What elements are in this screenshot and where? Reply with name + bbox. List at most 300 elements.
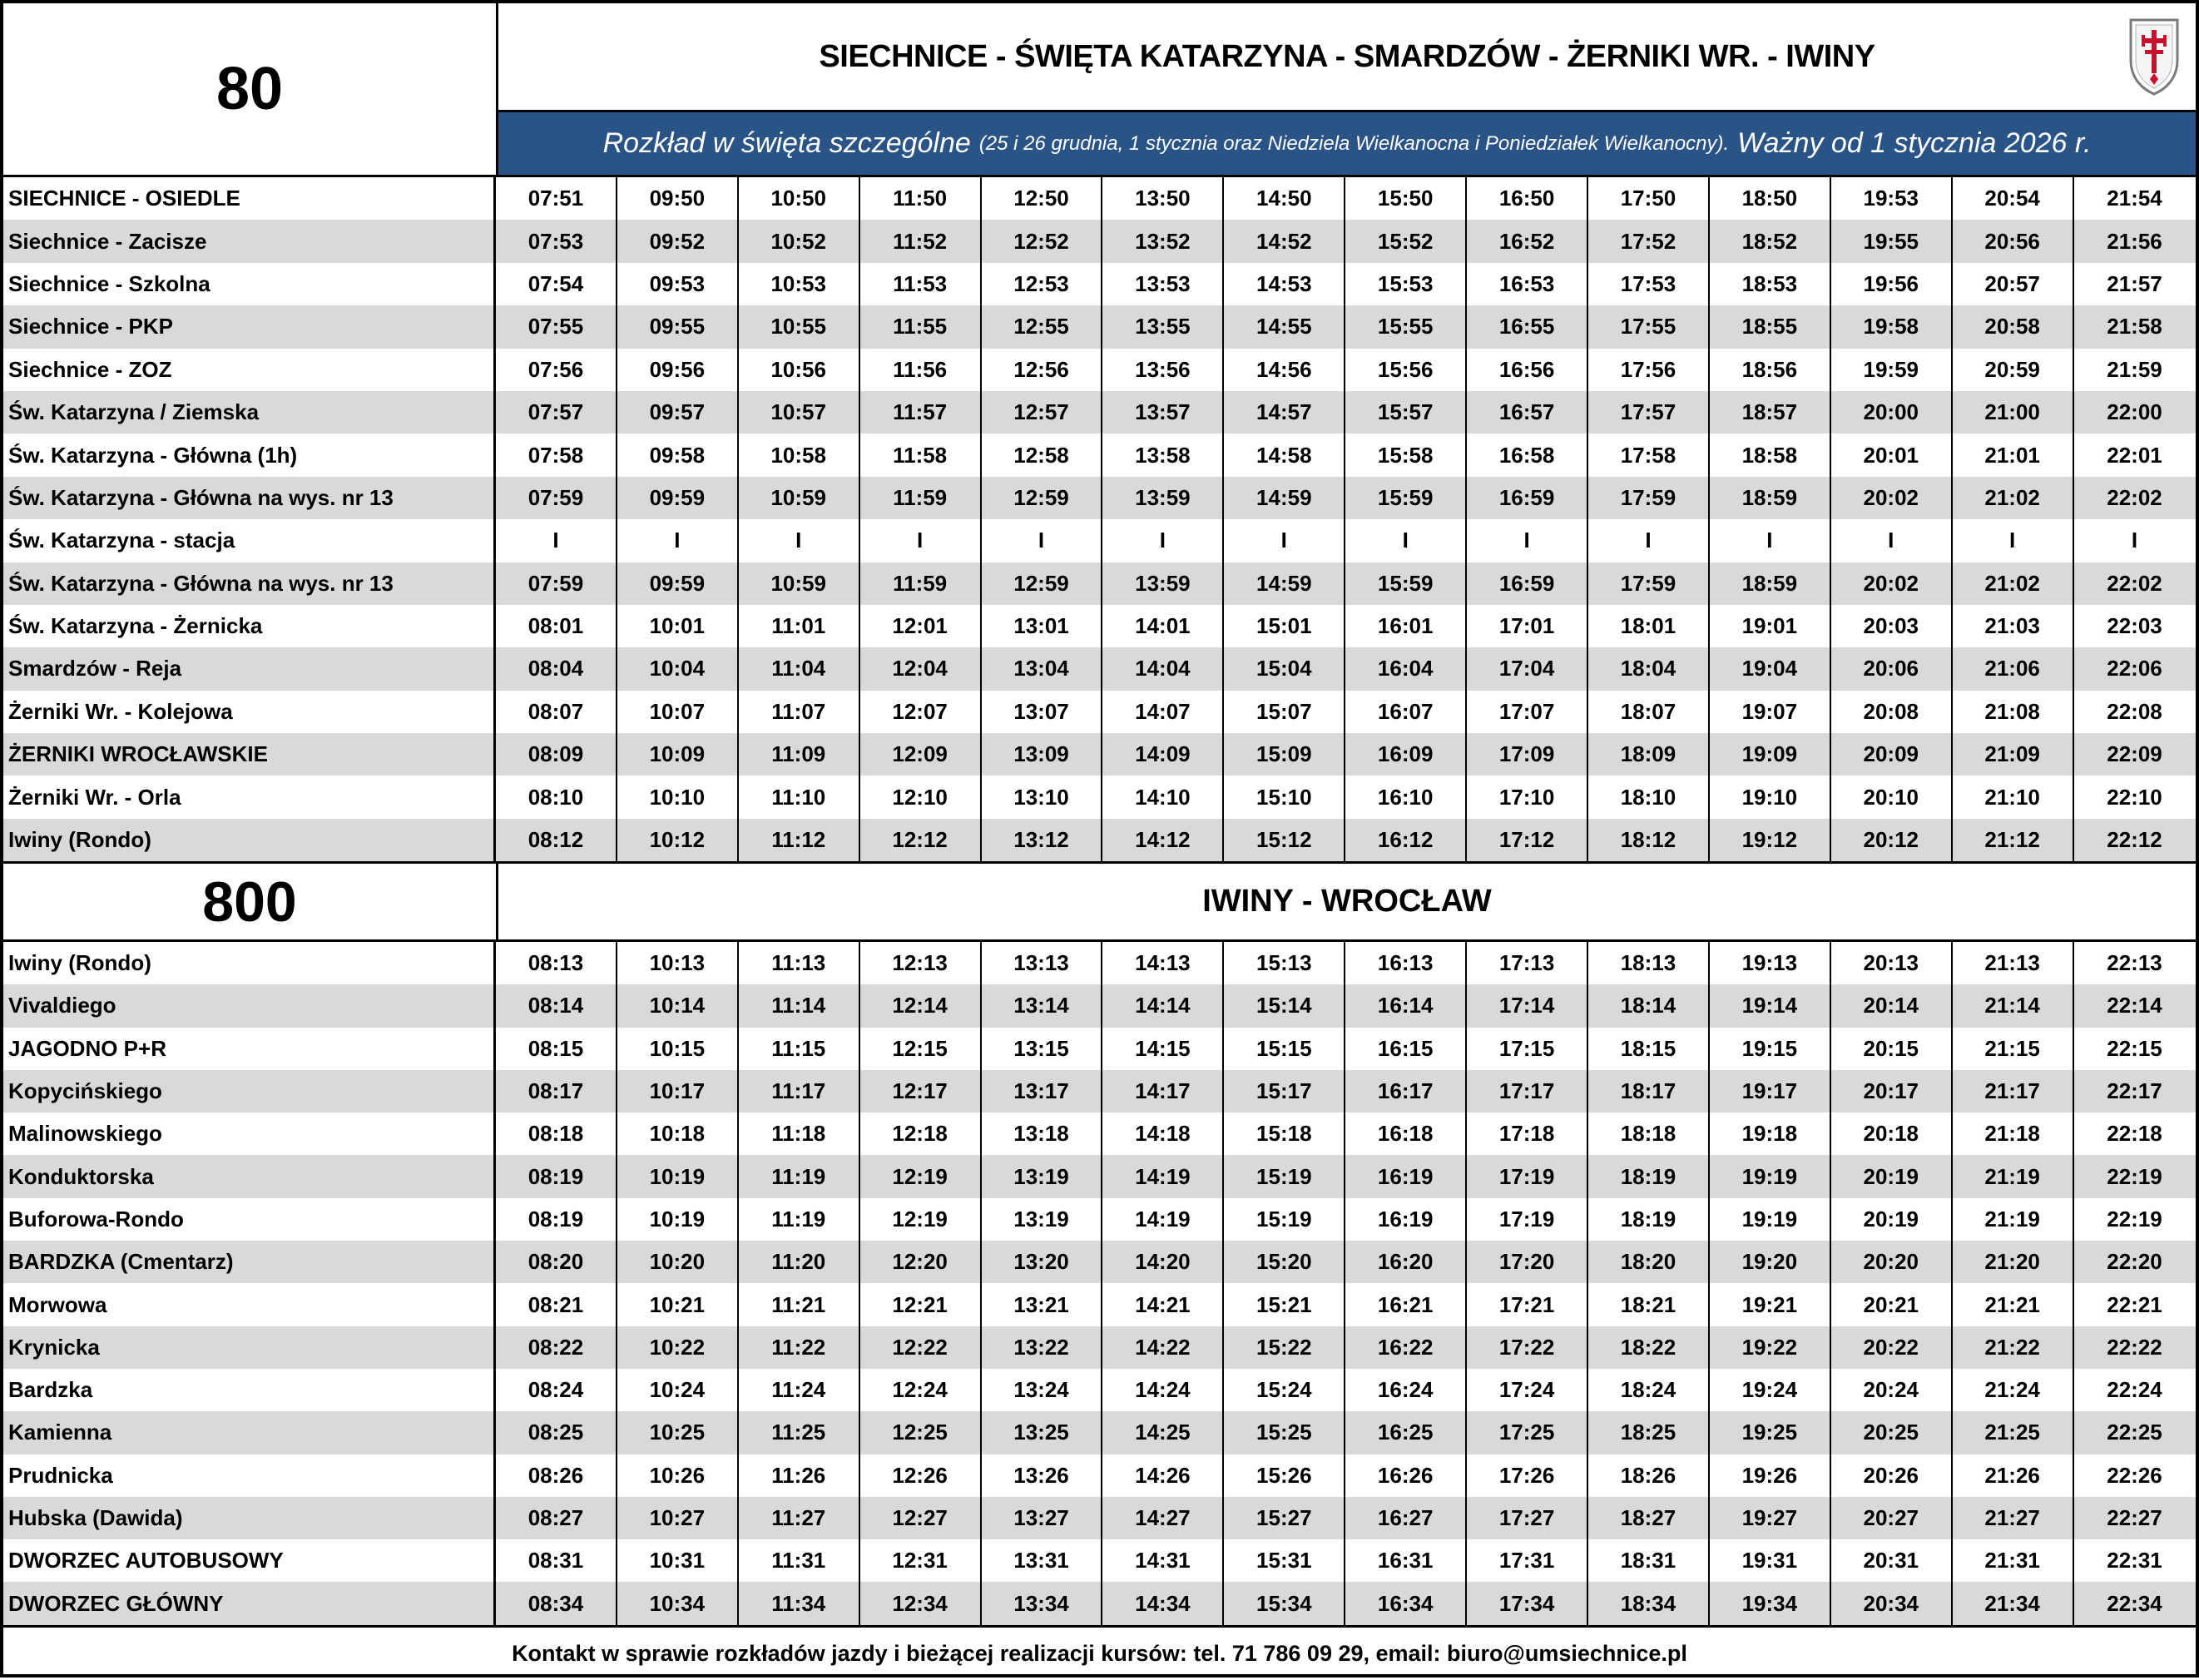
departure-time: 22:06 xyxy=(2107,656,2162,681)
departure-time: 14:53 xyxy=(1224,263,1345,305)
departure-time: 17:01 xyxy=(1467,605,1588,647)
departure-time: 12:50 xyxy=(982,177,1103,220)
departure-time: 15:25 xyxy=(1224,1411,1345,1454)
departure-time: 08:19 xyxy=(496,1155,617,1197)
departure-time: 19:53 xyxy=(1831,177,1953,220)
departure-time: 07:56 xyxy=(496,349,617,391)
departure-time: 20:19 xyxy=(1831,1155,1953,1197)
departure-time: 21:57 xyxy=(2107,270,2162,296)
line-80-header xyxy=(3,3,2196,177)
departure-time: 14:52 xyxy=(1224,220,1345,262)
departure-time: 20:21 xyxy=(1831,1283,1953,1326)
departure-time: 10:31 xyxy=(617,1539,739,1582)
departure-time: 18:22 xyxy=(1588,1326,1710,1369)
departure-time: 17:56 xyxy=(1588,349,1710,391)
departure-time: 15:55 xyxy=(1345,305,1467,348)
departure-time: 11:59 xyxy=(860,477,982,519)
departure-time: 07:53 xyxy=(496,220,617,262)
departure-time: 10:10 xyxy=(617,776,739,818)
departure-time: 08:20 xyxy=(496,1241,617,1283)
departure-time: 10:18 xyxy=(617,1113,739,1155)
departure-time: 20:01 xyxy=(1831,434,1953,476)
departure-time: 13:57 xyxy=(1102,391,1224,434)
departure-time: 19:09 xyxy=(1710,733,1831,776)
line-800-timetable xyxy=(3,942,2196,1625)
departure-time: 19:10 xyxy=(1710,776,1831,818)
table-row xyxy=(3,562,2196,605)
departure-time: 14:04 xyxy=(1102,647,1224,690)
departure-time: 20:58 xyxy=(1953,305,2074,348)
departure-time: 22:01 xyxy=(2107,442,2162,468)
departure-time: 16:58 xyxy=(1467,434,1588,476)
departure-time: I xyxy=(1588,519,1710,562)
departure-time: 16:10 xyxy=(1345,776,1467,818)
departure-time: 18:53 xyxy=(1710,263,1831,305)
departure-time: 22:25 xyxy=(2107,1420,2162,1445)
departure-time: 13:12 xyxy=(982,819,1103,861)
departure-time: 14:19 xyxy=(1102,1155,1224,1197)
departure-time: 08:19 xyxy=(496,1198,617,1241)
departure-time: 14:10 xyxy=(1102,776,1224,818)
departure-time: 12:25 xyxy=(860,1411,982,1454)
departure-time: 21:00 xyxy=(1953,391,2074,434)
departure-time: 12:27 xyxy=(860,1497,982,1539)
departure-time: 22:20 xyxy=(2107,1249,2162,1275)
table-row xyxy=(3,349,2196,391)
departure-time: 21:56 xyxy=(2107,228,2162,254)
departure-time: 08:25 xyxy=(496,1411,617,1454)
departure-time: 21:19 xyxy=(1953,1155,2074,1197)
departure-time: 08:26 xyxy=(496,1455,617,1497)
departure-time: 12:20 xyxy=(860,1241,982,1283)
departure-time: 12:52 xyxy=(982,220,1103,262)
departure-time: 19:12 xyxy=(1710,819,1831,861)
departure-time: 13:27 xyxy=(982,1497,1103,1539)
departure-time: 13:13 xyxy=(982,942,1103,984)
departure-time: I xyxy=(1345,519,1467,562)
departure-time: 20:54 xyxy=(1953,177,2074,220)
departure-time: 10:58 xyxy=(739,434,860,476)
table-row xyxy=(3,1411,2196,1454)
departure-time: 22:27 xyxy=(2107,1505,2162,1530)
departure-time: 18:19 xyxy=(1588,1198,1710,1241)
stop-name: Morwowa xyxy=(3,1283,496,1326)
table-row xyxy=(3,1283,2196,1326)
departure-time: 17:10 xyxy=(1467,776,1588,818)
stop-name: Malinowskiego xyxy=(3,1113,496,1155)
departure-time: 12:14 xyxy=(860,984,982,1027)
departure-time: 20:02 xyxy=(1831,562,1953,605)
departure-time: 10:19 xyxy=(617,1198,739,1241)
departure-time: 16:34 xyxy=(1345,1582,1467,1624)
departure-time: 18:59 xyxy=(1710,562,1831,605)
departure-time: 14:14 xyxy=(1102,984,1224,1027)
departure-time: 21:54 xyxy=(2107,186,2162,211)
departure-time: 12:22 xyxy=(860,1326,982,1369)
departure-time: 11:09 xyxy=(739,733,860,776)
departure-time: 18:58 xyxy=(1710,434,1831,476)
departure-time: 21:18 xyxy=(1953,1113,2074,1155)
departure-time: 18:10 xyxy=(1588,776,1710,818)
table-row xyxy=(3,391,2196,434)
departure-time: 12:01 xyxy=(860,605,982,647)
departure-time: 08:27 xyxy=(496,1497,617,1539)
departure-time: 19:17 xyxy=(1710,1070,1831,1113)
stop-name: Smardzów - Reja xyxy=(3,647,496,690)
departure-time: 14:20 xyxy=(1102,1241,1224,1283)
departure-time: 16:26 xyxy=(1345,1455,1467,1497)
departure-time: 10:27 xyxy=(617,1497,739,1539)
departure-time: 20:13 xyxy=(1831,942,1953,984)
departure-time: 11:55 xyxy=(860,305,982,348)
departure-time: 18:27 xyxy=(1588,1497,1710,1539)
line-800-header xyxy=(3,861,2196,942)
departure-time: 16:53 xyxy=(1467,263,1588,305)
departure-time: 13:59 xyxy=(1102,477,1224,519)
stop-name: DWORZEC GŁÓWNY xyxy=(3,1582,496,1624)
stop-name: Konduktorska xyxy=(3,1155,496,1197)
departure-time: 16:07 xyxy=(1345,691,1467,733)
table-row xyxy=(3,733,2196,776)
departure-time: 11:12 xyxy=(739,819,860,861)
departure-time: 15:22 xyxy=(1224,1326,1345,1369)
departure-time: 11:31 xyxy=(739,1539,860,1582)
departure-time: 17:25 xyxy=(1467,1411,1588,1454)
departure-time: 21:14 xyxy=(1953,984,2074,1027)
departure-time: 19:14 xyxy=(1710,984,1831,1027)
departure-time: 16:56 xyxy=(1467,349,1588,391)
stop-name: Bardzka xyxy=(3,1369,496,1411)
departure-time: 14:31 xyxy=(1102,1539,1224,1582)
departure-time: 18:04 xyxy=(1588,647,1710,690)
departure-time: 17:20 xyxy=(1467,1241,1588,1283)
departure-time: 18:21 xyxy=(1588,1283,1710,1326)
departure-time: 22:17 xyxy=(2107,1078,2162,1104)
departure-time: 20:17 xyxy=(1831,1070,1953,1113)
departure-time: 17:31 xyxy=(1467,1539,1588,1582)
departure-time: 11:57 xyxy=(860,391,982,434)
departure-time: 22:31 xyxy=(2107,1548,2162,1573)
departure-time: 20:03 xyxy=(1831,605,1953,647)
departure-time: 09:50 xyxy=(617,177,739,220)
departure-time: 08:22 xyxy=(496,1326,617,1369)
departure-time: 22:00 xyxy=(2107,399,2162,425)
departure-time: 13:07 xyxy=(982,691,1103,733)
departure-time: 16:04 xyxy=(1345,647,1467,690)
departure-time: 15:21 xyxy=(1224,1283,1345,1326)
departure-time: 19:19 xyxy=(1710,1155,1831,1197)
departure-time: 13:59 xyxy=(1102,562,1224,605)
departure-time: 15:24 xyxy=(1224,1369,1345,1411)
departure-time: 10:07 xyxy=(617,691,739,733)
departure-time: 11:10 xyxy=(739,776,860,818)
departure-time: 14:17 xyxy=(1102,1070,1224,1113)
table-row xyxy=(3,1455,2196,1497)
departure-time: 18:01 xyxy=(1588,605,1710,647)
table-row xyxy=(3,1113,2196,1155)
departure-time: 13:24 xyxy=(982,1369,1103,1411)
departure-time: 11:13 xyxy=(739,942,860,984)
stop-name: Żerniki Wr. - Orla xyxy=(3,776,496,818)
departure-time: 07:51 xyxy=(496,177,617,220)
departure-time: 18:59 xyxy=(1710,477,1831,519)
departure-time: 19:27 xyxy=(1710,1497,1831,1539)
departure-time: 13:53 xyxy=(1102,263,1224,305)
departure-time: 16:12 xyxy=(1345,819,1467,861)
departure-time: 07:54 xyxy=(496,263,617,305)
departure-time: 09:55 xyxy=(617,305,739,348)
departure-time: 09:58 xyxy=(617,434,739,476)
departure-time: 12:09 xyxy=(860,733,982,776)
departure-time: 22:19 xyxy=(2107,1163,2162,1189)
departure-time: 08:18 xyxy=(496,1113,617,1155)
departure-time: 11:58 xyxy=(860,434,982,476)
departure-time: 19:07 xyxy=(1710,691,1831,733)
table-row xyxy=(3,1497,2196,1539)
banner-valid-from: Ważny od 1 stycznia 2026 r. xyxy=(1737,127,2092,159)
departure-time: 17:59 xyxy=(1588,562,1710,605)
departure-time: I xyxy=(982,519,1103,562)
departure-time: 19:59 xyxy=(1831,349,1953,391)
departure-time: 10:21 xyxy=(617,1283,739,1326)
departure-time: 17:15 xyxy=(1467,1028,1588,1070)
stop-name: ŻERNIKI WROCŁAWSKIE xyxy=(3,733,496,776)
table-row xyxy=(3,984,2196,1027)
table-row xyxy=(3,1198,2196,1241)
departure-time: 15:19 xyxy=(1224,1155,1345,1197)
departure-time: 19:01 xyxy=(1710,605,1831,647)
departure-time: 12:56 xyxy=(982,349,1103,391)
stop-name: JAGODNO P+R xyxy=(3,1028,496,1070)
departure-time: 14:12 xyxy=(1102,819,1224,861)
departure-time: 08:01 xyxy=(496,605,617,647)
departure-time: 15:27 xyxy=(1224,1497,1345,1539)
departure-time: 11:24 xyxy=(739,1369,860,1411)
departure-time: 18:52 xyxy=(1710,220,1831,262)
departure-time: 13:31 xyxy=(982,1539,1103,1582)
departure-time: 20:09 xyxy=(1831,733,1953,776)
table-row xyxy=(3,1028,2196,1070)
departure-time: 10:26 xyxy=(617,1455,739,1497)
banner-holidays: (25 i 26 grudnia, 1 stycznia oraz Niedziela Wielkanocna i Poniedziałek Wielkanocny). xyxy=(978,131,1730,155)
departure-time: 11:53 xyxy=(860,263,982,305)
departure-time: 20:56 xyxy=(1953,220,2074,262)
departure-time: 17:22 xyxy=(1467,1326,1588,1369)
departure-time: 22:22 xyxy=(2107,1334,2162,1360)
departure-time: 20:24 xyxy=(1831,1369,1953,1411)
departure-time: 17:55 xyxy=(1588,305,1710,348)
departure-time: 11:21 xyxy=(739,1283,860,1326)
departure-time: 11:52 xyxy=(860,220,982,262)
departure-time: 17:12 xyxy=(1467,819,1588,861)
stop-name: Żerniki Wr. - Kolejowa xyxy=(3,691,496,733)
departure-time: 16:25 xyxy=(1345,1411,1467,1454)
departure-time: 13:20 xyxy=(982,1241,1103,1283)
table-row xyxy=(3,942,2196,984)
departure-time: 10:04 xyxy=(617,647,739,690)
stop-name: DWORZEC AUTOBUSOWY xyxy=(3,1539,496,1582)
departure-time: 10:53 xyxy=(739,263,860,305)
departure-time: 15:56 xyxy=(1345,349,1467,391)
departure-time: 21:20 xyxy=(1953,1241,2074,1283)
departure-time: 12:17 xyxy=(860,1070,982,1113)
departure-time: 19:24 xyxy=(1710,1369,1831,1411)
departure-time: 16:17 xyxy=(1345,1070,1467,1113)
departure-time: 10:09 xyxy=(617,733,739,776)
departure-time: 21:03 xyxy=(1953,605,2074,647)
stop-name: Św. Katarzyna / Ziemska xyxy=(3,391,496,434)
departure-time: 22:02 xyxy=(2107,570,2162,596)
departure-time: 17:34 xyxy=(1467,1582,1588,1624)
departure-time: 13:01 xyxy=(982,605,1103,647)
departure-time: 18:18 xyxy=(1588,1113,1710,1155)
departure-time: 15:58 xyxy=(1345,434,1467,476)
departure-time: 17:17 xyxy=(1467,1070,1588,1113)
departure-time: 21:01 xyxy=(1953,434,2074,476)
departure-time: 10:14 xyxy=(617,984,739,1027)
departure-time: 18:25 xyxy=(1588,1411,1710,1454)
coat-of-arms-icon xyxy=(2127,17,2181,97)
table-row xyxy=(3,1241,2196,1283)
departure-time: 11:19 xyxy=(739,1155,860,1197)
table-row xyxy=(3,819,2196,861)
departure-time: 17:09 xyxy=(1467,733,1588,776)
departure-time: 11:18 xyxy=(739,1113,860,1155)
departure-time: 22:02 xyxy=(2107,484,2162,510)
departure-time: 16:09 xyxy=(1345,733,1467,776)
table-row xyxy=(3,263,2196,305)
departure-time: 13:22 xyxy=(982,1326,1103,1369)
departure-time: 11:15 xyxy=(739,1028,860,1070)
departure-time: 20:59 xyxy=(1953,349,2074,391)
departure-time: 21:08 xyxy=(1953,691,2074,733)
departure-time: 08:09 xyxy=(496,733,617,776)
departure-time: 12:59 xyxy=(982,562,1103,605)
departure-time: 14:21 xyxy=(1102,1283,1224,1326)
departure-time: 18:24 xyxy=(1588,1369,1710,1411)
departure-time: 08:15 xyxy=(496,1028,617,1070)
departure-time: 08:21 xyxy=(496,1283,617,1326)
departure-time: 13:58 xyxy=(1102,434,1224,476)
departure-time: 21:34 xyxy=(1953,1582,2074,1624)
table-row xyxy=(3,1326,2196,1369)
stop-name: Św. Katarzyna - stacja xyxy=(3,519,496,562)
table-row xyxy=(3,519,2196,562)
departure-time: 22:19 xyxy=(2107,1206,2162,1232)
departure-time: 20:10 xyxy=(1831,776,1953,818)
departure-time: 14:19 xyxy=(1102,1198,1224,1241)
departure-time: 21:12 xyxy=(1953,819,2074,861)
departure-time: 20:34 xyxy=(1831,1582,1953,1624)
departure-time: 10:59 xyxy=(739,562,860,605)
departure-time: 12:18 xyxy=(860,1113,982,1155)
departure-time: 14:56 xyxy=(1224,349,1345,391)
table-row xyxy=(3,691,2196,733)
departure-time: 11:34 xyxy=(739,1582,860,1624)
departure-time: I xyxy=(617,519,739,562)
table-row xyxy=(3,605,2196,647)
departure-time: 16:50 xyxy=(1467,177,1588,220)
departure-time: 21:26 xyxy=(1953,1455,2074,1497)
departure-time: 17:24 xyxy=(1467,1369,1588,1411)
departure-time: 21:59 xyxy=(2107,356,2162,382)
departure-time: 21:19 xyxy=(1953,1198,2074,1241)
departure-time: 15:19 xyxy=(1224,1198,1345,1241)
departure-time: 19:20 xyxy=(1710,1241,1831,1283)
departure-time: 08:13 xyxy=(496,942,617,984)
table-row xyxy=(3,1369,2196,1411)
departure-time: 15:59 xyxy=(1345,562,1467,605)
departure-time: 15:01 xyxy=(1224,605,1345,647)
departure-time: 12:53 xyxy=(982,263,1103,305)
departure-time: 12:59 xyxy=(982,477,1103,519)
departure-time: 22:03 xyxy=(2107,613,2162,639)
departure-time: 21:02 xyxy=(1953,477,2074,519)
departure-time: 09:57 xyxy=(617,391,739,434)
departure-time: 16:01 xyxy=(1345,605,1467,647)
departure-time: 07:57 xyxy=(496,391,617,434)
departure-time: 20:19 xyxy=(1831,1198,1953,1241)
departure-time: 18:12 xyxy=(1588,819,1710,861)
line-80-route-title: SIECHNICE - ŚWIĘTA KATARZYNA - SMARDZÓW - ŻERNIKI WR. - IWINY xyxy=(498,3,2196,112)
departure-time: 10:34 xyxy=(617,1582,739,1624)
departure-time: 13:19 xyxy=(982,1198,1103,1241)
departure-time: 14:18 xyxy=(1102,1113,1224,1155)
stop-name: Hubska (Dawida) xyxy=(3,1497,496,1539)
departure-time: 19:34 xyxy=(1710,1582,1831,1624)
departure-time: 12:19 xyxy=(860,1198,982,1241)
departure-time: 21:24 xyxy=(1953,1369,2074,1411)
stop-name: Św. Katarzyna - Żernicka xyxy=(3,605,496,647)
departure-time: 17:04 xyxy=(1467,647,1588,690)
departure-time: 19:56 xyxy=(1831,263,1953,305)
departure-time: 21:21 xyxy=(1953,1283,2074,1326)
departure-time: 12:58 xyxy=(982,434,1103,476)
line-80-timetable xyxy=(3,177,2196,861)
departure-time: 17:18 xyxy=(1467,1113,1588,1155)
departure-time: 21:27 xyxy=(1953,1497,2074,1539)
departure-time: 20:20 xyxy=(1831,1241,1953,1283)
departure-time: 13:04 xyxy=(982,647,1103,690)
departure-time: 14:59 xyxy=(1224,562,1345,605)
departure-time: 13:55 xyxy=(1102,305,1224,348)
departure-time: 17:57 xyxy=(1588,391,1710,434)
departure-time: 09:53 xyxy=(617,263,739,305)
departure-time: 10:17 xyxy=(617,1070,739,1113)
departure-time: 12:12 xyxy=(860,819,982,861)
departure-time: 19:18 xyxy=(1710,1113,1831,1155)
departure-time: 15:50 xyxy=(1345,177,1467,220)
departure-time: 19:04 xyxy=(1710,647,1831,690)
table-row xyxy=(3,177,2196,220)
departure-time: 21:06 xyxy=(1953,647,2074,690)
departure-time: 13:52 xyxy=(1102,220,1224,262)
banner-title: Rozkład w święta szczególne xyxy=(602,127,971,159)
departure-time: 21:02 xyxy=(1953,562,2074,605)
departure-time: 20:26 xyxy=(1831,1455,1953,1497)
departure-time: 21:15 xyxy=(1953,1028,2074,1070)
departure-time: 19:25 xyxy=(1710,1411,1831,1454)
departure-time: I xyxy=(1953,519,2074,562)
departure-time: 16:18 xyxy=(1345,1113,1467,1155)
departure-time: 17:58 xyxy=(1588,434,1710,476)
departure-time: 15:13 xyxy=(1224,942,1345,984)
departure-time: 16:19 xyxy=(1345,1198,1467,1241)
departure-time: 16:57 xyxy=(1467,391,1588,434)
stop-name: Kopycińskiego xyxy=(3,1070,496,1113)
stop-name: Kamienna xyxy=(3,1411,496,1454)
departure-time: 08:31 xyxy=(496,1539,617,1582)
